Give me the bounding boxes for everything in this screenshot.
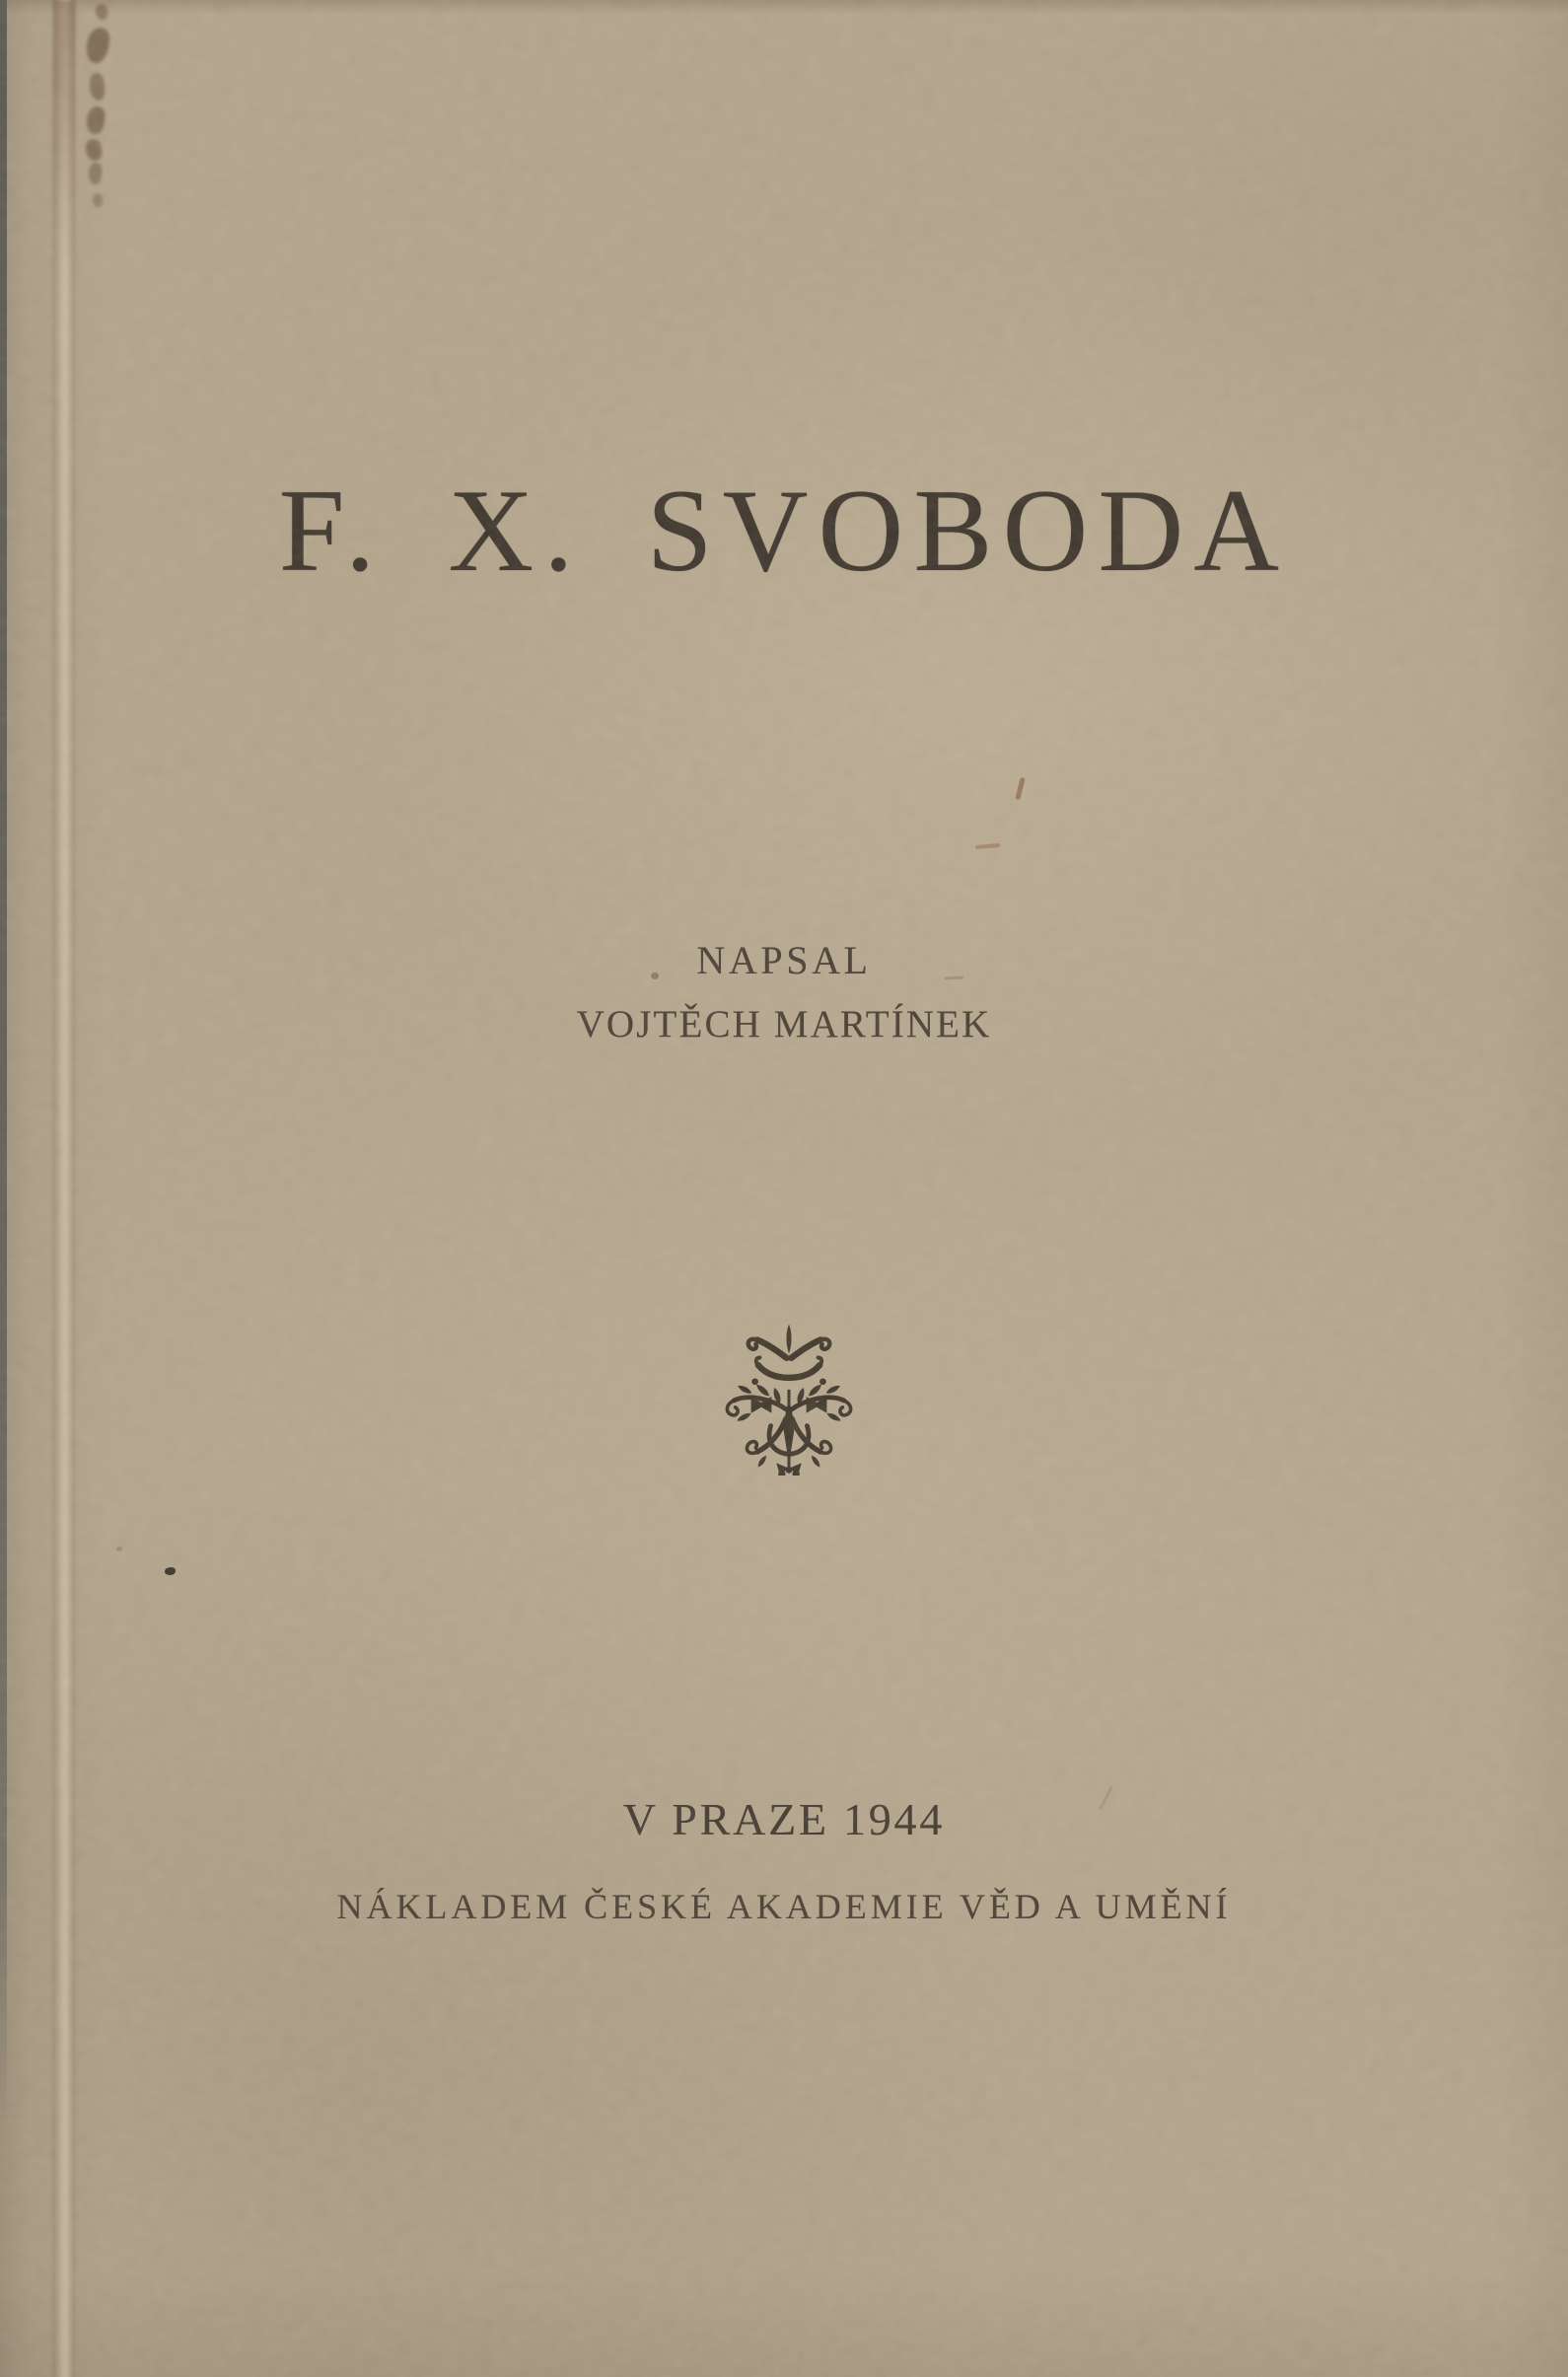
paper-fiber	[1015, 777, 1025, 801]
ink-smudge	[84, 138, 104, 162]
byline-label: NAPSAL	[696, 938, 872, 982]
author-name: VOJTĚCH MARTÍNEK	[576, 1003, 992, 1045]
binding-crease	[49, 0, 79, 2377]
floral-fleuron-icon	[709, 1322, 869, 1476]
ink-smudge	[89, 72, 107, 101]
publisher-line: NÁKLADEM ČESKÉ AKADEMIE VĚD A UMĚNÍ	[336, 1887, 1232, 1926]
paper-fiber	[975, 843, 1000, 849]
ink-smudge	[88, 163, 103, 185]
ink-smudge	[95, 3, 108, 21]
imprint-place-year: V PRAZE 1944	[622, 1794, 946, 1844]
binding-crease-stain	[53, 0, 75, 276]
book-title: F. X. SVOBODA	[278, 465, 1290, 596]
ink-smudge	[93, 193, 103, 207]
ink-speck	[165, 1567, 176, 1575]
ink-smudge	[83, 26, 111, 65]
ink-smudge	[85, 106, 107, 135]
paper-fiber	[116, 1547, 122, 1551]
